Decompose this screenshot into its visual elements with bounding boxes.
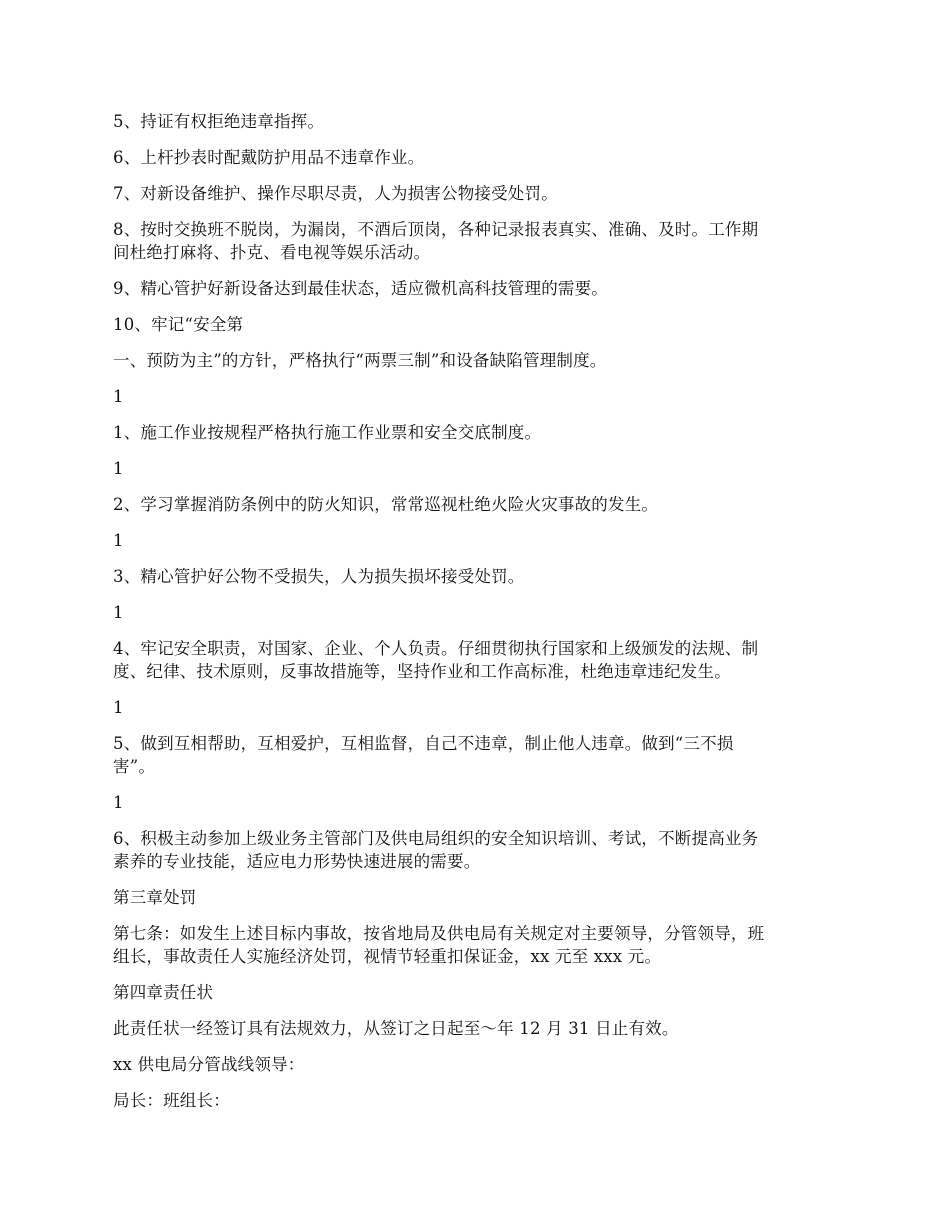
chapter-4-heading: 第四章责任状 [113, 983, 214, 1002]
document-body [113, 110, 843, 1125]
paragraph-prevention-policy: 一、预防为主”的方针，严格执行“两票三制”和设备缺陷管理制度。 [113, 351, 607, 370]
signature-director-line: 局长：班组长： [113, 1091, 230, 1110]
paragraph-3-public-property: 3、精心管护好公物不受损失，人为损失损坏接受处罚。 [113, 567, 525, 586]
chapter-3-heading: 第三章处罚 [113, 888, 197, 907]
paragraph-7-equipment-maintenance: 7、对新设备维护、操作尽职尽责，人为损害公物接受处罚。 [113, 184, 558, 203]
paragraph-10-safety-first: 10、牢记“安全第 [113, 315, 244, 334]
paragraph-9-equipment-care: 9、精心管护好新设备达到最佳状态，适应微机高科技管理的需要。 [113, 279, 608, 298]
article-7-penalties: 第七条：如发生上述目标内事故，按省地局及供电局有关规定对主要领导，分管领导，班 组长，事故责任人实施经济处罚，视情节轻重扣保证金，xx 元至 xxx 元。 [113, 924, 765, 966]
paragraph-6-protective-gear: 6、上杆抄表时配戴防护用品不违章作业。 [113, 148, 425, 167]
paragraph-6-training: 6、积极主动参加上级业务主管部门及供电局组织的安全知识培训、考试，不断提高业务 素养的专业技能，适应电力形势快速进展的需要。 [113, 829, 759, 871]
paragraph-number-marker: 1 [113, 387, 124, 406]
paragraph-2-fire-prevention: 2、学习掌握消防条例中的防火知识，常常巡视杜绝火险火灾事故的发生。 [113, 495, 659, 514]
signature-leader-line: xx 供电局分管战线领导： [113, 1055, 305, 1074]
paragraph-5-refuse-orders: 5、持证有权拒绝违章指挥。 [113, 112, 325, 131]
paragraph-number-marker: 1 [113, 698, 124, 717]
paragraph-5-mutual-help: 5、做到互相帮助，互相爱护，互相监督，自己不违章，制止他人违章。做到“三不损 害”。 [113, 734, 734, 776]
paragraph-number-marker: 1 [113, 531, 124, 550]
paragraph-8-shift-handover: 8、按时交换班不脱岗，为漏岗，不酒后顶岗，各种记录报表真实、准确、及时。工作期 间杜绝打麻将、扑克、看电视等娱乐活动。 [113, 220, 759, 262]
paragraph-number-marker: 1 [113, 603, 124, 622]
validity-statement: 此责任状一经签订具有法规效力，从签订之日起至～年 12 月 31 日止有效。 [113, 1019, 679, 1038]
paragraph-4-safety-duties: 4、牢记安全职责，对国家、企业、个人负责。仔细贯彻执行国家和上级颁发的法规、制 度、纪律、技术原则，反事故措施等，坚持作业和工作高标准，杜绝违章违纪发生。 [113, 639, 759, 681]
paragraph-1-construction-rules: 1、施工作业按规程严格执行施工作业票和安全交底制度。 [113, 423, 542, 442]
paragraph-number-marker: 1 [113, 459, 124, 478]
paragraph-number-marker: 1 [113, 793, 124, 812]
